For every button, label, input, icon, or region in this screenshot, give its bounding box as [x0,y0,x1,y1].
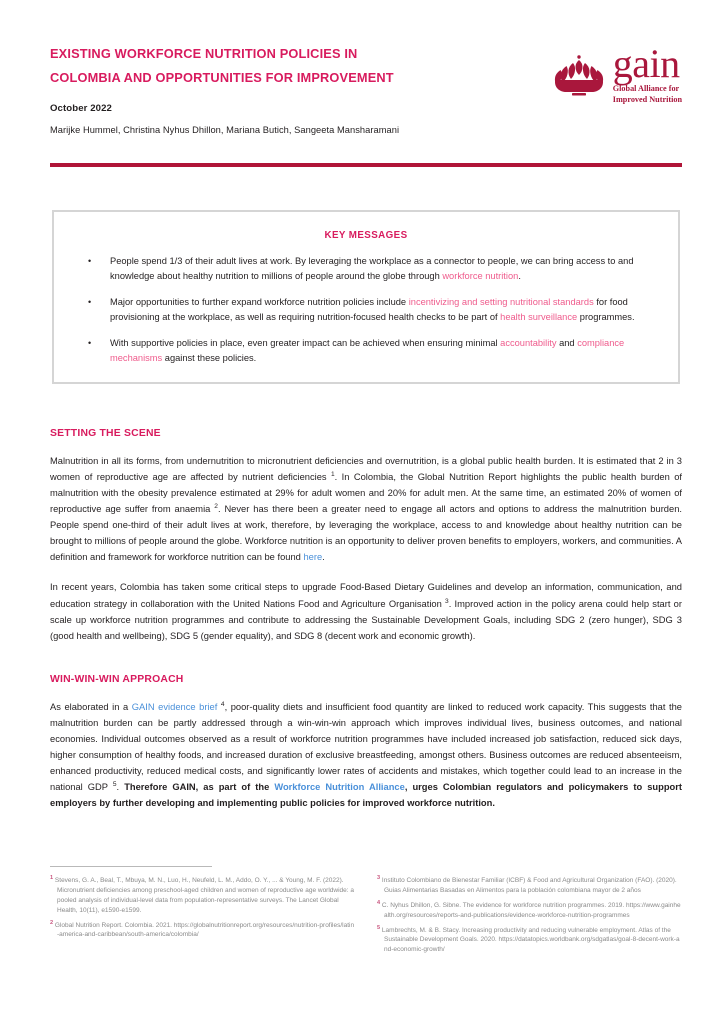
footnote-entry [50,921,355,941]
key-message-item [76,295,656,325]
key-message-text [110,338,624,363]
key-message-text: and [556,338,578,349]
key-message-text: . [518,271,521,282]
document-header [50,42,682,135]
bullet-icon: • [88,256,92,266]
gain-wordmark: gain [612,41,680,86]
footnote-divider [50,866,212,867]
key-message-text [110,256,634,281]
win-win-win-text: , poor-quality diets and insufficient food quantity are linked to reduced work capacity. This suggests that the malnutrition burden can be partly addressed through a win-win-win approach which improves individual lives, business outcomes, and national economies. Individual outcomes observed as a result of workforce nutrition programmes have included increased job satisfaction, reduced sick days, higher consumption of healthy foods, and increased duration of exclusive breastfeeding, amongst others. Business outcomes are reduced absenteeism, enhanced productivity, reduced medical costs, and significantly lower rates of accidents and mistakes, which together could lead to an increase in the national GDP [50,702,682,793]
setting-the-scene-text: . Never has there been a greater need to engage all actors and options to address the malnutrition burden. People spend one-third of their adult lives at work, therefore, by leveraging the workplace, access to and knowledge about healthy nutrition can be brought to millions of people around the globe. Workforce nutrition is an opportunity to deliver proven benefits to employers, workers, and communities. A definition and framework for workforce nutrition can be found [50,504,682,563]
footnote-column-left [50,876,355,960]
highlighted-phrase: health surveillance [500,312,578,323]
key-message-text [110,297,635,322]
section-heading: WIN-WIN-WIN APPROACH [50,674,184,685]
key-message-text: People spend 1/3 of their adult lives at work. By leveraging the workplace as a connector to people, we can bring access to and knowledge about healthy nutrition to millions of people around the globe through [110,256,634,282]
footnote-reference-1[interactable]: 1 [330,470,335,478]
publication-date: October 2022 [50,103,112,115]
key-message-item [76,254,656,284]
footnote-number: 1 [50,874,54,881]
key-message-text: against these policies. [162,353,257,364]
key-message-text: With supportive policies in place, even greater impact can be achieved when ensuring minimal [110,338,501,349]
win-win-win-paragraph [50,699,682,811]
footnote-number: 3 [377,874,381,881]
footnote-entry [377,876,682,896]
footnote-number: 5 [377,924,381,931]
footnote-number: 4 [377,899,381,906]
key-message-text: programmes. [577,312,635,323]
inline-link[interactable]: GAIN evidence brief [131,702,218,712]
setting-the-scene-paragraph [50,579,682,643]
setting-the-scene-paragraph [50,453,682,565]
section-heading: SETTING THE SCENE [50,428,161,439]
setting-the-scene-text: Malnutrition in all its forms, from undernutrition to micronutrient deficiencies and overnutrition, is a global public health burden. It is estimated that 2 in 3 women of reproductive age are affected by nutrient deficiencies [50,456,682,483]
win-win-win-text: . [116,782,125,793]
bullet-icon: • [88,297,92,308]
highlighted-phrase: incentivizing and setting nutritional standards [408,297,594,308]
highlighted-phrase: accountability [500,338,557,349]
highlighted-phrase: compliance mechanisms [110,338,625,364]
key-message-item [76,336,656,366]
author-list: Marijke Hummel, Christina Nyhus Dhillon, Mariana Butich, Sangeeta Mansharamani [50,125,400,136]
page-title [50,42,480,89]
inline-link[interactable]: here [303,552,323,563]
setting-the-scene-text: . Improved action in the policy arena could help start or scale up workforce nutrition programmes and contribute to addressing the Sustainable Development Goals, including SDG 2 (zero hunger), SDG 3 (good health and wellbeing), SDG 5 (gender equality), and SDG 8 (decent work and economic growth). [50,598,682,641]
key-messages-box [52,210,680,384]
emphasis-text: , urges Colombian regulators and policymakers to support employers by further developing and implementing public policies for improved workforce nutrition. [50,782,682,809]
header-text-block [50,42,480,135]
footnote-url[interactable]: https://www.gainhealth.org/resources/reports-and-publications/evidence-workforce-nutrition-programmes [384,901,681,919]
setting-the-scene-text: . [322,552,325,563]
gain-logo [553,41,682,105]
footnote-entry [377,901,682,921]
gain-bowl-wheat-icon [553,54,605,96]
footnote-column-right [377,876,682,960]
setting-the-scene-text: In recent years, Colombia has taken some critical steps to upgrade Food-Based Dietary Guidelines and develop an information, communication, and education strategy in collaboration with the United Nations Food and Agriculture Organisation [50,582,682,609]
gain-tagline-line-1: Global Alliance for [612,83,680,93]
section-body [50,453,682,644]
key-messages-list [76,254,656,366]
gain-logo-text [612,41,682,105]
key-message-text: Major opportunities to further expand workforce nutrition policies include [110,297,409,308]
win-win-win-text: As elaborated in a [50,702,132,712]
gain-tagline-line-2: Improved Nutrition [612,94,682,104]
footnote-reference-5[interactable]: 5 [112,781,117,789]
footnote-url[interactable]: https://datatopics.worldbank.org/sdgatlas/goal-8-decent-work-and-economic-growth/ [384,936,680,954]
footnote-reference-4[interactable]: 4 [220,700,225,708]
footnote-entry [377,926,682,956]
footnote-entry [50,876,355,916]
title-line-1: EXISTING WORKFORCE NUTRITION POLICIES IN [50,46,358,61]
section-body [50,699,682,811]
footnote-text: Lambrechts, M. & B. Stacy. Increasing productivity and reducing vulnerable employment. Atlas of the Sustainable Development Goals. 2020. [380,926,671,944]
inline-link[interactable]: Workforce Nutrition Alliance [274,782,405,793]
bullet-icon: • [88,338,92,349]
footnotes-area [50,876,682,960]
footnote-reference-2[interactable]: 2 [214,503,218,511]
footnote-text: Global Nutrition Report. Colombia. 2021. [53,921,172,929]
footnote-reference-3[interactable]: 3 [445,597,449,605]
key-messages-title: KEY MESSAGES [324,230,408,241]
section-setting-the-scene [50,428,682,644]
footnote-text: Stevens, G. A., Beal, T., Mbuya, M. N., Luo, H., Neufeld, L. M., Addo, O. Y., ... & Young, M. F. (2022). Micronutrient deficiencies among preschool-aged children and women of reproductive age worldwide: a pooled analysis of individual-level data from population-representative surveys. The Lancet Global Health, 10(11), e1590-e1599. [53,877,354,914]
emphasis-text: Therefore GAIN, as part of the [124,782,275,793]
gain-tagline [613,83,682,105]
header-divider-rule [50,163,682,167]
footnote-number: 2 [50,919,54,926]
setting-the-scene-text: . In Colombia, the Global Nutrition Report highlights the public health burden of malnutrition with the obesity prevalence estimated at 29% for adult women and 20% for adult men. At the same time, an estimated 20% of women of reproductive age suffer from anaemia [50,472,682,515]
footnote-url[interactable]: https://globalnutritionreport.org/resources/nutrition-profiles/latin-america-and-caribbean/south-america/colombia/ [57,921,355,939]
footnote-text: C. Nyhus Dhillon, G. Sibne. The evidence for workforce nutrition programmes. 2019. [380,901,625,909]
highlighted-phrase: workforce nutrition [442,271,519,282]
key-message-text: for food provisioning at the workplace, as well as requiring nutrition-focused health checks to be part of [110,297,628,323]
footnote-text: Instituto Colombiano de Bienestar Familiar (ICBF) & Food and Agricultural Organization (FAO). (2020). Guias Alimentarias Basadas en Alimentos para la población colombiana mayor de 2 años [380,877,677,894]
title-line-2: COLOMBIA AND OPPORTUNITIES FOR IMPROVEMENT [50,69,394,85]
section-win-win-win-approach [50,674,682,811]
